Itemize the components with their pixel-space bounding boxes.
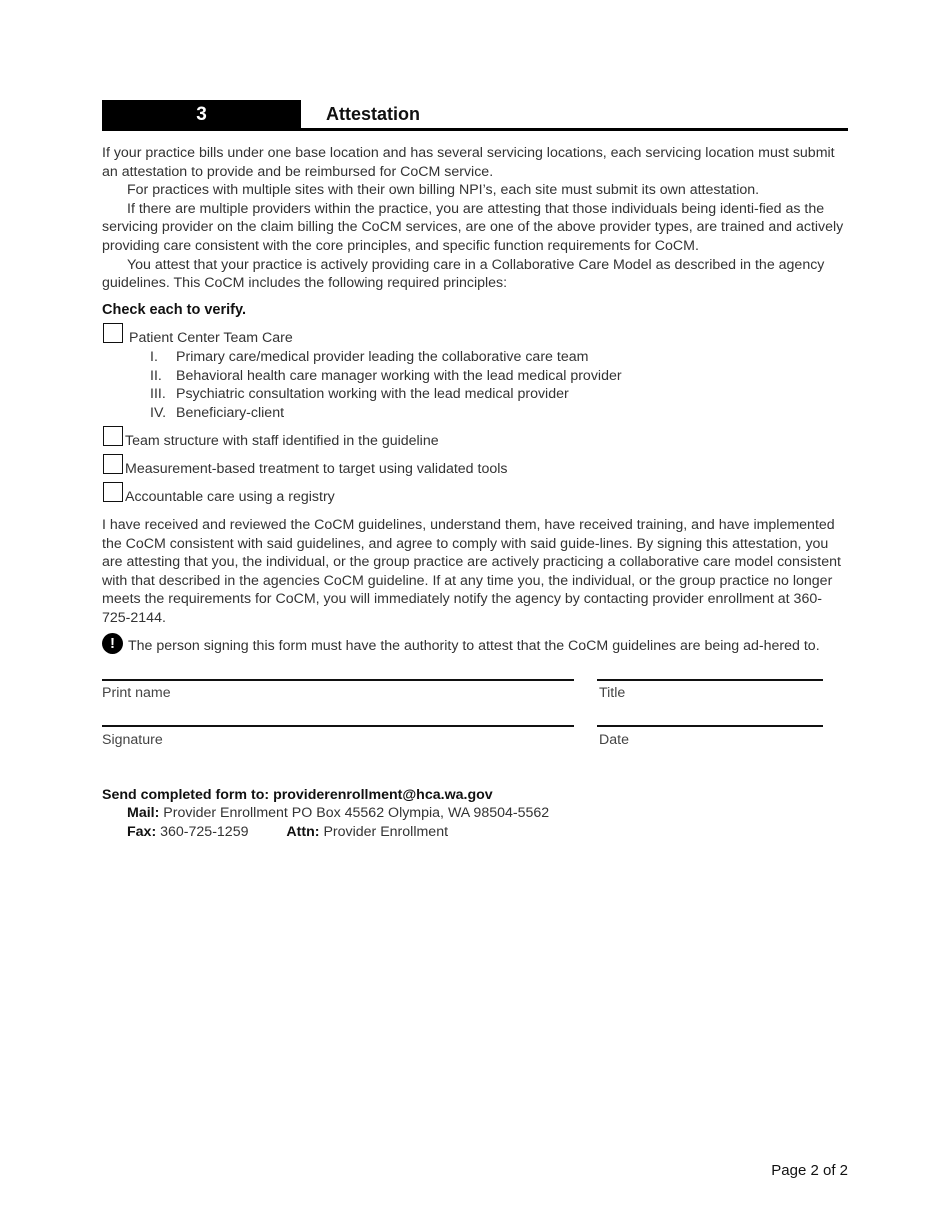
- authority-notice: The person signing this form must have the authority to attest that the CoCM guidelines are being ad-hered to.: [128, 638, 820, 654]
- checkbox-accountable-care[interactable]: [103, 482, 123, 502]
- fax-label: Fax:: [127, 824, 157, 840]
- intro-paragraph-4: You attest that your practice is actively providing care in a Collaborative Care Model as described in the agency guidelines. This CoCM includes the following required principles:: [102, 256, 825, 292]
- attn-value: Provider Enrollment: [323, 824, 449, 840]
- section-rule: [102, 128, 848, 131]
- agreement-text: I have received and reviewed the CoCM guidelines, understand them, have received training, and have implemented the CoCM consistent with said guidelines, and agree to comply with said guide-lines. By signing this attestation, you are attesting that you, the individual, or the group practice are actively practicing a collaborative care model consistent with that described in the agencies CoCM guideline. If at any time you, the individual, or the group practice no longer meets the requirements for CoCM, you will immediately notify the agency by contacting provider enrollment at 360-725-2144.: [102, 517, 841, 626]
- send-label: Send completed form to:: [102, 787, 270, 803]
- signature-label: Signature: [102, 732, 163, 748]
- fax-value: 360-725-1259: [160, 824, 249, 840]
- checkbox-label: Measurement-based treatment to target using validated tools: [125, 461, 508, 477]
- fax-attn-line: [127, 824, 448, 840]
- print-name-label: Print name: [102, 685, 171, 701]
- intro-text: [102, 144, 848, 293]
- intro-paragraph-2: For practices with multiple sites with their own billing NPI’s, each site must submit its own attestation.: [127, 182, 760, 199]
- list-item: II. Behavioral health care manager working with the lead medical provider: [150, 368, 622, 384]
- title-label: Title: [599, 685, 626, 701]
- intro-paragraph-1: If your practice bills under one base location and has several servicing locations, each servicing location must submit an attestation to provide and be reimbursed for CoCM service.: [102, 145, 835, 180]
- section-number: 3: [102, 100, 301, 129]
- mail-label: Mail:: [127, 805, 160, 821]
- section-title: Attestation: [326, 104, 420, 124]
- checkbox-patient-center-team-care[interactable]: [103, 323, 123, 343]
- send-email-link[interactable]: providerenrollment@hca.wa.gov: [273, 787, 493, 803]
- date-label: Date: [599, 732, 629, 748]
- date-field[interactable]: [597, 725, 823, 727]
- mail-value: Provider Enrollment PO Box 45562 Olympia, WA 98504-5562: [163, 805, 550, 821]
- list-item: I. Primary care/medical provider leading the collaborative care team: [150, 349, 589, 365]
- checkbox-measurement-based[interactable]: [103, 454, 123, 474]
- title-field[interactable]: [597, 679, 823, 681]
- checkbox-label: Patient Center Team Care: [129, 330, 293, 346]
- intro-paragraph-3: If there are multiple providers within the practice, you are attesting that those individuals being identi-fied as the servicing provider on the claim billing the CoCM services, are one of the above provider types, are trained and actively providing care consistent with the core principles, and specific function requirements for CoCM.: [102, 200, 844, 254]
- send-instructions: [102, 787, 493, 803]
- checkbox-label: Team structure with staff identified in the guideline: [125, 433, 439, 449]
- list-item: IV. Beneficiary-client: [150, 405, 285, 421]
- attn-label: Attn:: [286, 824, 320, 840]
- checklist-heading: Check each to verify.: [102, 302, 246, 318]
- mail-address: [127, 805, 549, 821]
- section-header: [102, 100, 848, 132]
- checkbox-team-structure[interactable]: [103, 426, 123, 446]
- exclamation-icon: !: [102, 633, 123, 654]
- print-name-field[interactable]: [102, 679, 574, 681]
- list-item: III. Psychiatric consultation working with the lead medical provider: [150, 386, 569, 402]
- checkbox-label: Accountable care using a registry: [125, 489, 335, 505]
- signature-field[interactable]: [102, 725, 574, 727]
- page-number: Page 2 of 2: [771, 1162, 848, 1179]
